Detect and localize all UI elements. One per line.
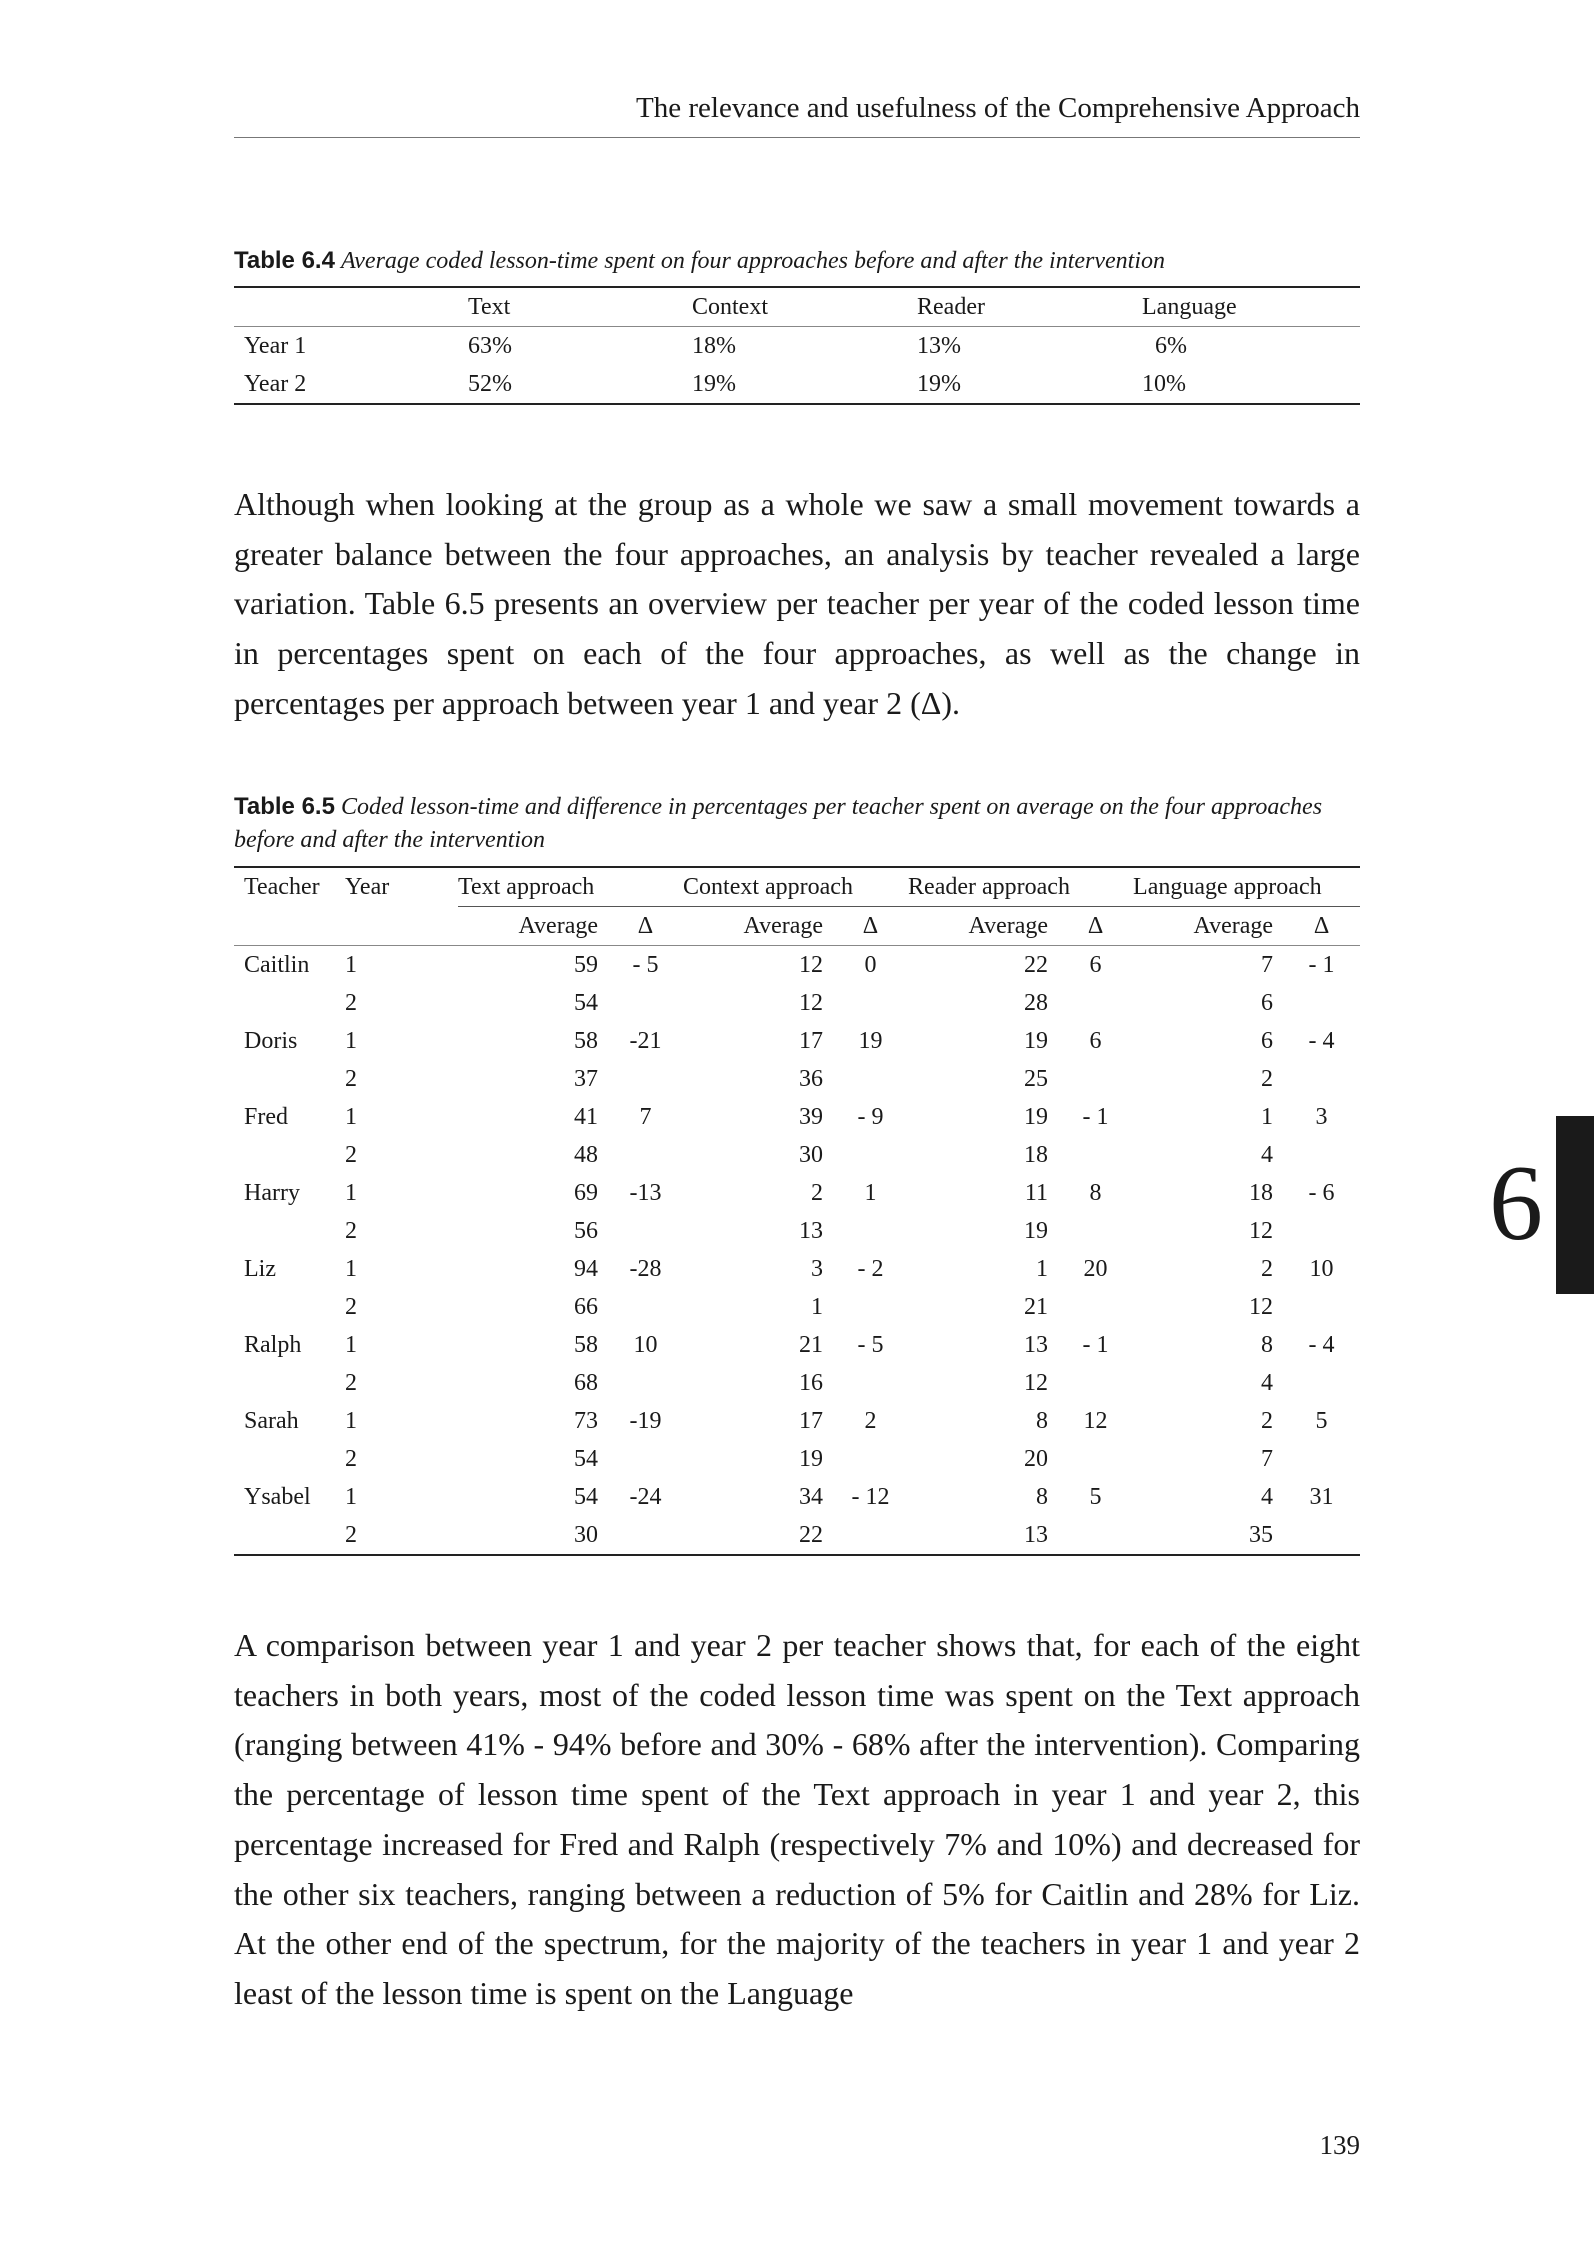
average-cell: 58 (574, 1028, 598, 1054)
average-cell: 25 (1024, 1066, 1049, 1092)
delta-cell (608, 1212, 683, 1250)
teacher-name: Fred (244, 1104, 288, 1130)
running-header: The relevance and usefulness of the Comprehensive Approach (636, 92, 1360, 124)
table-row (234, 1136, 1360, 1174)
year-cell: 1 (345, 1180, 357, 1206)
average-cell: 12 (799, 990, 824, 1016)
delta-cell (608, 984, 683, 1022)
delta-cell: 0 (864, 952, 877, 978)
average-cell: 17 (799, 1028, 824, 1054)
year-cell: 2 (345, 1066, 357, 1092)
table-cell: 6% (1155, 333, 1187, 359)
table-row (234, 1516, 1360, 1555)
page-number: 139 (1319, 2130, 1360, 2160)
table-row (234, 1098, 1360, 1136)
average-cell: 13 (1024, 1522, 1049, 1548)
delta-cell: 12 (1083, 1408, 1108, 1434)
table-row (234, 1060, 1360, 1098)
delta-cell: - 1 (1082, 1332, 1109, 1358)
table-cell: 19% (692, 371, 736, 397)
average-cell: 17 (799, 1408, 824, 1434)
table-6-5-subheader-row (234, 907, 1360, 946)
average-cell: 41 (574, 1104, 598, 1130)
delta-cell (1283, 1440, 1360, 1478)
average-cell: 22 (1024, 952, 1049, 978)
average-cell: 21 (1024, 1294, 1049, 1320)
average-cell: 8 (1036, 1484, 1049, 1510)
delta-cell: - 4 (1308, 1028, 1335, 1054)
year-cell: 2 (345, 1142, 357, 1168)
year-cell: 1 (345, 1104, 357, 1130)
year-cell: 2 (345, 1522, 357, 1548)
average-header: Average (458, 907, 608, 946)
delta-cell (833, 1212, 908, 1250)
blank-cell (234, 907, 345, 946)
delta-cell: 10 (1309, 1256, 1334, 1282)
delta-cell: - 1 (1308, 952, 1335, 978)
average-cell: 66 (574, 1294, 598, 1320)
table-row (234, 1478, 1360, 1516)
table-row (234, 1288, 1360, 1326)
table-6-5-caption (234, 790, 1360, 857)
average-cell: 4 (1261, 1142, 1274, 1168)
table-6-4-header-row (234, 287, 1360, 327)
delta-cell: 20 (1083, 1256, 1108, 1282)
delta-cell: - 12 (851, 1484, 890, 1510)
average-cell: 8 (1036, 1408, 1049, 1434)
delta-cell (1058, 1212, 1133, 1250)
table-row (234, 946, 1360, 985)
teacher-name: Sarah (244, 1408, 299, 1434)
body-paragraph-1: Although when looking at the group as a whole we saw a small movement towards a greater balance between the four approaches, an analysis by teacher revealed a large variation. Table 6.5 presents an overview per teacher per year of the coded lesson time in percentages spent on each of the four approaches, as well as the change in percentages per approach between year 1 and year 2 (Δ). (234, 486, 1360, 721)
table-row (234, 1212, 1360, 1250)
table-6-4-caption-text: Average coded lesson-time spent on four approaches before and after the intervention (340, 248, 1165, 274)
delta-cell: -28 (629, 1256, 662, 1282)
delta-header: Δ (1058, 907, 1133, 946)
delta-cell: 31 (1309, 1484, 1334, 1510)
delta-cell: 3 (1315, 1104, 1328, 1130)
table-row (234, 327, 1360, 366)
average-cell: 13 (1024, 1332, 1049, 1358)
delta-cell (1283, 1364, 1360, 1402)
delta-cell (1058, 1060, 1133, 1098)
delta-cell (833, 984, 908, 1022)
average-cell: 1 (1261, 1104, 1274, 1130)
average-cell: 36 (799, 1066, 824, 1092)
delta-cell (1058, 1364, 1133, 1402)
year-cell: 2 (345, 1446, 357, 1472)
teacher-name: Harry (244, 1180, 300, 1206)
year-cell: 2 (345, 1370, 357, 1396)
average-cell: 2 (811, 1180, 824, 1206)
average-cell: 34 (799, 1484, 824, 1510)
table-6-5-label: Table 6.5 (234, 793, 335, 820)
average-cell: 1 (1036, 1256, 1049, 1282)
delta-cell (833, 1440, 908, 1478)
average-cell: 12 (799, 952, 824, 978)
delta-cell: 2 (864, 1408, 877, 1434)
table-row (234, 1022, 1360, 1060)
chapter-thumb-tab (1556, 1116, 1594, 1294)
delta-cell: -19 (629, 1408, 662, 1434)
delta-header: Δ (1283, 907, 1360, 946)
table-6-4-caption (234, 244, 1360, 278)
approach-group-header: Context approach (683, 867, 908, 907)
table-cell: 52% (468, 371, 512, 397)
blank-cell (234, 1136, 345, 1174)
average-cell: 16 (799, 1370, 824, 1396)
average-cell: 2 (1261, 1066, 1274, 1092)
year-cell: 1 (345, 1256, 357, 1282)
average-cell: 18 (1249, 1180, 1274, 1206)
table-cell: 18% (692, 333, 736, 359)
delta-cell (1058, 984, 1133, 1022)
average-cell: 2 (1261, 1256, 1274, 1282)
average-cell: 35 (1249, 1522, 1274, 1548)
table-6-5-header-row (234, 867, 1360, 907)
average-cell: 21 (799, 1332, 824, 1358)
blank-cell (345, 907, 458, 946)
row-label: Year 2 (244, 371, 307, 397)
average-cell: 30 (799, 1142, 824, 1168)
table-cell: 13% (917, 333, 961, 359)
blank-cell (234, 1212, 345, 1250)
table-cell: 63% (468, 333, 512, 359)
delta-cell (608, 1136, 683, 1174)
teacher-name: Ralph (244, 1332, 302, 1358)
delta-cell (1058, 1288, 1133, 1326)
average-header: Average (1133, 907, 1283, 946)
table-6-4 (234, 286, 1360, 405)
average-header: Average (683, 907, 833, 946)
approach-group-header: Reader approach (908, 867, 1133, 907)
teacher-name: Ysabel (244, 1484, 311, 1510)
table-row (234, 1440, 1360, 1478)
average-cell: 4 (1261, 1370, 1274, 1396)
average-cell: 58 (574, 1332, 598, 1358)
average-cell: 56 (574, 1218, 598, 1244)
year-header: Year (345, 874, 390, 901)
delta-cell: 19 (858, 1028, 883, 1054)
table-cell: 19% (917, 371, 961, 397)
average-cell: 19 (1024, 1028, 1049, 1054)
average-cell: 18 (1024, 1142, 1049, 1168)
average-cell: 54 (574, 990, 598, 1016)
average-cell: 48 (574, 1142, 598, 1168)
delta-cell (1283, 1136, 1360, 1174)
column-header: Text (468, 287, 692, 327)
header-rule (234, 137, 1360, 138)
average-cell: 28 (1024, 990, 1049, 1016)
average-cell: 7 (1261, 1446, 1274, 1472)
average-cell: 8 (1261, 1332, 1274, 1358)
average-cell: 39 (799, 1104, 824, 1130)
average-cell: 2 (1261, 1408, 1274, 1434)
average-cell: 6 (1261, 990, 1274, 1016)
teacher-name: Liz (244, 1256, 276, 1282)
average-cell: 22 (799, 1522, 824, 1548)
delta-cell (1283, 1060, 1360, 1098)
delta-cell (1058, 1136, 1133, 1174)
table-6-5-caption-text: Coded lesson-time and difference in percentages per teacher spent on average on the four approaches before and after the intervention (234, 794, 1323, 853)
delta-cell (608, 1516, 683, 1555)
year-cell: 2 (345, 1294, 357, 1320)
average-cell: 7 (1261, 952, 1274, 978)
table-6-4-label: Table 6.4 (234, 247, 335, 274)
delta-cell: 5 (1089, 1484, 1102, 1510)
delta-cell (608, 1364, 683, 1402)
delta-cell (833, 1136, 908, 1174)
column-header: Context (692, 287, 917, 327)
average-cell: 20 (1024, 1446, 1049, 1472)
delta-cell (1283, 984, 1360, 1022)
table-row (234, 1402, 1360, 1440)
blank-cell (234, 1060, 345, 1098)
delta-cell: 1 (864, 1180, 877, 1206)
average-cell: 1 (811, 1294, 824, 1320)
blank-cell (234, 1364, 345, 1402)
table-6-5 (234, 866, 1360, 1556)
year-cell: 2 (345, 1218, 357, 1244)
body-paragraph-2: A comparison between year 1 and year 2 per teacher shows that, for each of the eight teachers in both years, most of the coded lesson time was spent on the Text approach (ranging between 41% - 94% before and 30% - 68% after the intervention). Comparing the percentage of lesson time spent of the Text approach in year 1 and year 2, this percentage increased for Fred and Ralph (respectively 7% and 10%) and decreased for the other six teachers, ranging between a reduction of 5% for Caitlin and 28% for Liz. At the other end of the spectrum, for the majority of the teachers in year 1 and year 2 least of the lesson time is spent on the Language (234, 1627, 1360, 2011)
delta-cell (1283, 1288, 1360, 1326)
delta-cell: 10 (633, 1332, 658, 1358)
delta-cell: 8 (1089, 1180, 1102, 1206)
year-cell: 2 (345, 990, 357, 1016)
delta-header: Δ (608, 907, 683, 946)
average-cell: 19 (1024, 1218, 1049, 1244)
delta-cell: - 2 (857, 1256, 884, 1282)
delta-cell: 5 (1315, 1408, 1328, 1434)
delta-cell: - 9 (857, 1104, 884, 1130)
average-cell: 30 (574, 1522, 598, 1548)
delta-cell: - 5 (857, 1332, 884, 1358)
delta-cell (833, 1364, 908, 1402)
table-row (234, 1174, 1360, 1212)
delta-cell (608, 1288, 683, 1326)
year-cell: 1 (345, 1484, 357, 1510)
average-cell: 37 (574, 1066, 598, 1092)
chapter-number: 6 (1489, 1144, 1543, 1263)
delta-cell (833, 1060, 908, 1098)
column-header: Language (1142, 287, 1360, 327)
delta-cell: 6 (1089, 1028, 1102, 1054)
delta-cell (833, 1288, 908, 1326)
teacher-header: Teacher (244, 874, 320, 901)
delta-cell (608, 1060, 683, 1098)
average-cell: 94 (574, 1256, 598, 1282)
average-cell: 59 (574, 952, 598, 978)
average-cell: 11 (1024, 1180, 1049, 1206)
average-cell: 68 (574, 1370, 598, 1396)
delta-cell: - 5 (632, 952, 659, 978)
delta-cell: - 4 (1308, 1332, 1335, 1358)
average-cell: 19 (799, 1446, 824, 1472)
table-6-4-corner (234, 287, 468, 327)
delta-header: Δ (833, 907, 908, 946)
delta-cell (608, 1440, 683, 1478)
delta-cell (1283, 1212, 1360, 1250)
delta-cell: 7 (639, 1104, 652, 1130)
teacher-name: Caitlin (244, 952, 310, 978)
blank-cell (234, 1440, 345, 1478)
delta-cell (1283, 1516, 1360, 1555)
blank-cell (234, 984, 345, 1022)
table-cell: 10% (1142, 371, 1186, 397)
year-cell: 1 (345, 1332, 357, 1358)
average-cell: 19 (1024, 1104, 1049, 1130)
average-header: Average (908, 907, 1058, 946)
delta-cell: - 6 (1308, 1180, 1335, 1206)
average-cell: 12 (1024, 1370, 1049, 1396)
delta-cell (833, 1516, 908, 1555)
blank-cell (234, 1516, 345, 1555)
average-cell: 3 (811, 1256, 824, 1282)
delta-cell: -24 (629, 1484, 662, 1510)
year-cell: 1 (345, 952, 357, 978)
year-cell: 1 (345, 1028, 357, 1054)
approach-group-header: Text approach (458, 867, 683, 907)
average-cell: 12 (1249, 1218, 1274, 1244)
table-row (234, 1250, 1360, 1288)
average-cell: 69 (574, 1180, 598, 1206)
average-cell: 13 (799, 1218, 824, 1244)
year-cell: 1 (345, 1408, 357, 1434)
delta-cell: -21 (629, 1028, 662, 1054)
table-row (234, 1364, 1360, 1402)
delta-cell (1058, 1516, 1133, 1555)
delta-cell: - 1 (1082, 1104, 1109, 1130)
row-label: Year 1 (244, 333, 307, 359)
blank-cell (234, 1288, 345, 1326)
column-header: Reader (917, 287, 1142, 327)
delta-cell (1058, 1440, 1133, 1478)
average-cell: 12 (1249, 1294, 1274, 1320)
teacher-name: Doris (244, 1028, 298, 1054)
average-cell: 54 (574, 1484, 598, 1510)
average-cell: 54 (574, 1446, 598, 1472)
approach-group-header: Language approach (1133, 867, 1360, 907)
delta-cell: 6 (1089, 952, 1102, 978)
table-row (234, 1326, 1360, 1364)
table-row (234, 984, 1360, 1022)
average-cell: 6 (1261, 1028, 1274, 1054)
average-cell: 4 (1261, 1484, 1274, 1510)
average-cell: 73 (574, 1408, 598, 1434)
delta-cell: -13 (629, 1180, 662, 1206)
table-row (234, 365, 1360, 404)
